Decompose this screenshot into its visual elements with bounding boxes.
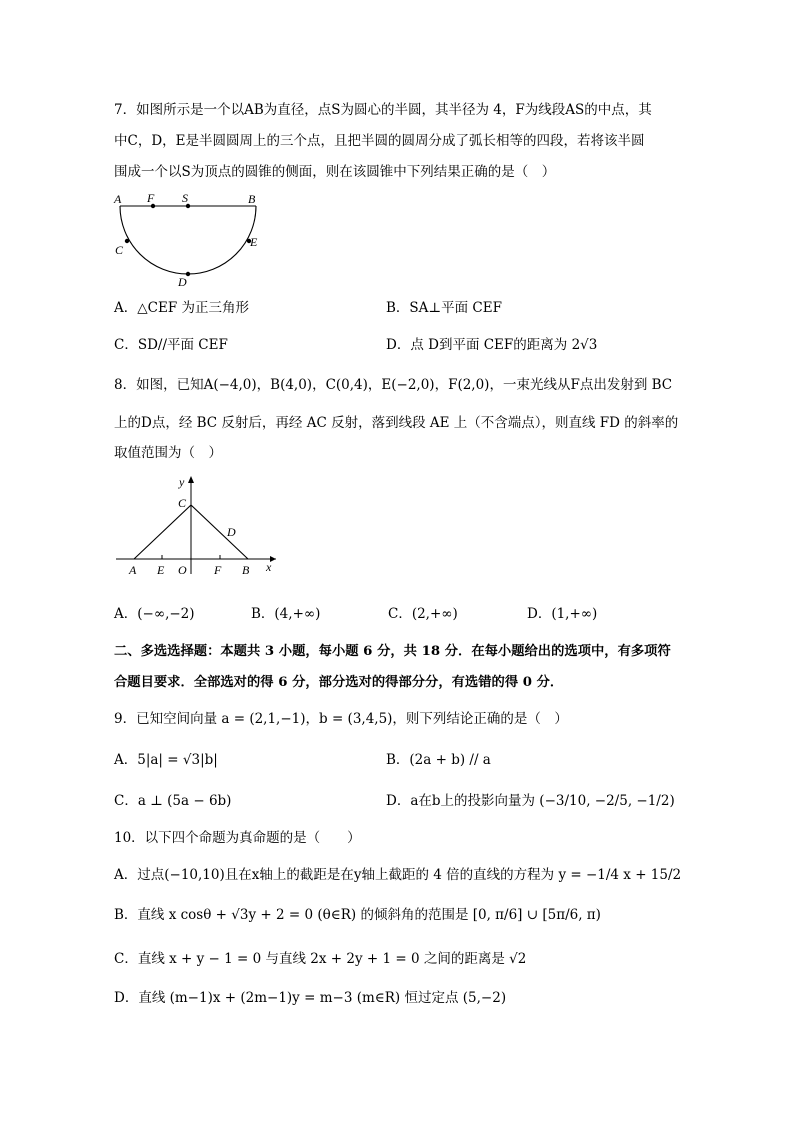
q8-label-O: O xyxy=(178,563,187,577)
q8-label-y: y xyxy=(179,475,185,489)
q10-option-d: D．直线 (m−1)x + (2m−1)y = m−3 (m∈R) 恒过定点 (5,−2) xyxy=(114,990,507,1006)
q10-option-a: A．过点(−10,10)且在x轴上的截距是在y轴上截距的 4 倍的直线的方程为 y = −1/4 x + 15/2 xyxy=(114,867,682,883)
q9-stem: 9．已知空间向量 a = (2,1,−1)，b = (3,4,5)，则下列结论正确的是（ ） xyxy=(114,711,568,727)
q8-label-F: F xyxy=(214,563,222,577)
q7-label-F: F xyxy=(147,191,155,205)
q9-option-b: B．(2a + b) // a xyxy=(386,752,491,768)
q10-stem: 10．以下四个命题为真命题的是（ ） xyxy=(114,830,361,846)
q7-label-C: C xyxy=(115,243,124,257)
q8-option-c: C．(2,+∞) xyxy=(388,606,458,622)
q7-label-D: D xyxy=(178,275,187,288)
section2-header-line1: 二、多选选择题：本题共 3 小题，每小题 6 分，共 18 分．在每小题给出的选项中，有多项符 xyxy=(114,644,671,659)
section2-header-line2: 合题目要求．全部选对的得 6 分，部分选对的得部分分，有选错的得 0 分． xyxy=(114,675,564,690)
q8-label-A: A xyxy=(129,563,137,577)
q7-stem-line1: 7．如图所示是一个以AB为直径，点S为圆心的半圆，其半径为 4，F为线段AS的中点，其 xyxy=(114,102,652,118)
q8-stem-line1: 8．如图，已知A(−4,0)，B(4,0)，C(0,4)，E(−2,0)，F(2,0)，一束光线从F点出发射到 BC xyxy=(114,377,673,393)
q8-label-x: x xyxy=(266,560,272,574)
q8-option-b: B．(4,+∞) xyxy=(251,606,321,622)
q9-option-c: C．a ⊥ (5a − 6b) xyxy=(114,793,232,809)
q7-option-d: D．点 D到平面 CEF的距离为 2√3 xyxy=(386,337,598,353)
q10-option-b: B．直线 x cosθ + √3y + 2 = 0 (θ∈R) 的倾斜角的范围是 [0, π/6] ∪ [5π/6, π) xyxy=(114,907,601,923)
q7-stem-line3: 围成一个以S为顶点的圆锥的侧面，则在该圆锥中下列结果正确的是（ ） xyxy=(114,164,556,180)
q8-label-B: B xyxy=(242,563,250,577)
q9-option-a: A．5|a| = √3|b| xyxy=(114,752,218,768)
q7-option-b: B．SA⊥平面 CEF xyxy=(386,300,502,316)
q8-label-C: C xyxy=(178,496,187,510)
q9-option-d: D．a在b上的投影向量为 (−3/10, −2/5, −1/2) xyxy=(386,793,675,809)
q10-option-c: C．直线 x + y − 1 = 0 与直线 2x + 2y + 1 = 0 之间的距离是 √2 xyxy=(114,951,527,967)
q8-option-d: D．(1,+∞) xyxy=(527,606,598,622)
q8-coordinate-figure xyxy=(112,474,287,580)
q7-stem-line2: 中C，D，E是半圆圆周上的三个点，且把半圆的圆周分成了弧长相等的四段，若将该半圆 xyxy=(114,133,645,149)
q7-label-E: E xyxy=(250,235,258,249)
q8-stem-line2: 上的D点，经 BC 反射后，再经 AC 反射，落到线段 AE 上（不含端点），则直线 FD 的斜率的 xyxy=(114,415,679,431)
q7-option-c: C．SD//平面 CEF xyxy=(114,337,228,353)
q7-label-B: B xyxy=(248,192,256,206)
q8-stem-line3: 取值范围为（ ） xyxy=(114,445,222,461)
q7-option-a: A．△CEF 为正三角形 xyxy=(114,300,249,316)
q8-option-a: A．(−∞,−2) xyxy=(114,606,195,622)
q7-label-S: S xyxy=(182,191,188,205)
q7-label-A: A xyxy=(114,192,122,206)
q8-label-D: D xyxy=(227,525,236,539)
q7-semicircle-figure xyxy=(108,188,278,288)
q8-label-E: E xyxy=(157,563,165,577)
